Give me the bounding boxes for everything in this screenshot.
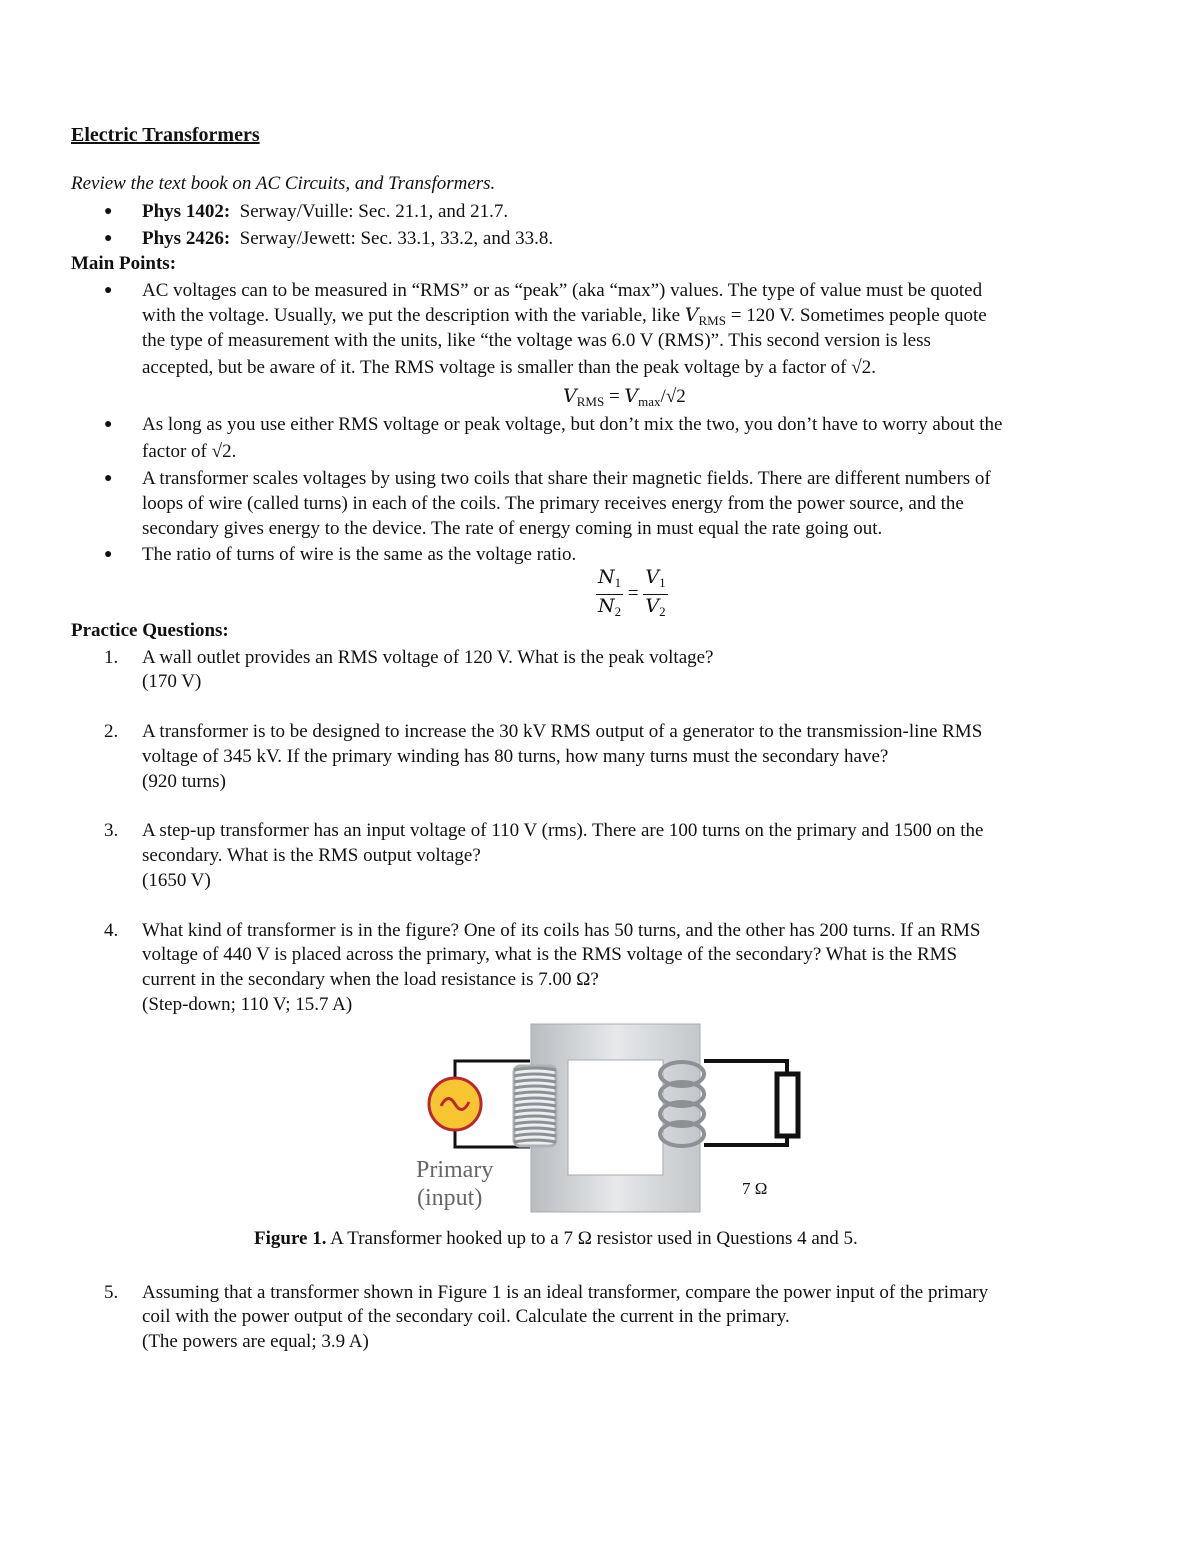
reference-item: Phys 1402: Serway/Vuille: Sec. 21.1, and 21.7. (142, 201, 509, 222)
main-point-3-line-1: A transformer scales voltages by using two coils that share their magnetic fields. There are different numbers of (142, 468, 991, 489)
answer-2: (920 turns) (142, 771, 226, 792)
answer-3: (1650 V) (142, 870, 211, 891)
primary-coil (514, 1066, 556, 1146)
question-4-line-3: current in the secondary when the load resistance is 7.00 Ω? (142, 969, 599, 990)
rms-equation: $V_{RMS} = V_{max}/√2$ (563, 385, 686, 409)
practice-heading: Practice Questions: (71, 620, 229, 641)
question-2-line-2: voltage of 345 kV. If the primary winding has 80 turns, how many turns must the secondary have? (142, 746, 889, 767)
answer-4: (Step-down; 110 V; 15.7 A) (142, 994, 353, 1015)
bullet: ● (104, 547, 113, 562)
primary-label: Primary (416, 1157, 494, 1183)
bullet: ● (104, 231, 113, 246)
main-point-2-line-2: factor of √2. (142, 441, 237, 462)
question-1: A wall outlet provides an RMS voltage of 120 V. What is the peak voltage? (142, 647, 714, 668)
question-number: 5. (104, 1282, 119, 1303)
main-point-1-line-4: accepted, but be aware of it. The RMS voltage is smaller than the peak voltage by a factor of √2. (142, 357, 876, 378)
question-2-line-1: A transformer is to be designed to increase the 30 kV RMS output of a generator to the transmission-line RMS (142, 721, 983, 742)
figure-caption: Figure 1. A Transformer hooked up to a 7 Ω resistor used in Questions 4 and 5. (254, 1228, 858, 1249)
main-point-2-line-1: As long as you use either RMS voltage or peak voltage, but don’t mix the two, you don’t have to worry about the (142, 414, 1003, 435)
main-point-4: The ratio of turns of wire is the same as the voltage ratio. (142, 544, 577, 565)
bullet: ● (104, 471, 113, 486)
review-note: Review the text book on AC Circuits, and Transformers. (71, 173, 496, 194)
page-title: Electric Transformers (71, 124, 260, 146)
question-number: 1. (104, 647, 119, 668)
bullet: ● (104, 417, 113, 432)
reference-item: Phys 2426: Serway/Jewett: Sec. 33.1, 33.2, and 33.8. (142, 228, 554, 249)
main-point-3-line-3: secondary gives energy to the device. The rate of energy coming in must equal the rate going out. (142, 518, 883, 539)
bullet: ● (104, 283, 113, 298)
question-3-line-2: secondary. What is the RMS output voltage? (142, 845, 481, 866)
resistor-icon (777, 1074, 798, 1136)
main-point-1-line-3: the type of measurement with the units, like “the voltage was 6.0 V (RMS)”. This second version is less (142, 330, 931, 351)
bullet: ● (104, 204, 113, 219)
answer-5: (The powers are equal; 3.9 A) (142, 1331, 369, 1352)
input-label: (input) (417, 1185, 483, 1211)
question-number: 3. (104, 820, 119, 841)
resistor-label: 7 Ω (742, 1179, 768, 1198)
main-points-heading: Main Points: (71, 253, 177, 274)
question-5-line-1: Assuming that a transformer shown in Figure 1 is an ideal transformer, compare the power input of the primary (142, 1282, 989, 1303)
question-4-line-2: voltage of 440 V is placed across the primary, what is the RMS voltage of the secondary? What is the RMS (142, 944, 958, 965)
question-4-line-1: What kind of transformer is in the figure? One of its coils has 50 turns, and the other has 200 turns. If an RMS (142, 920, 981, 941)
main-point-1-line-2: with the voltage. Usually, we put the description with the variable, like $V_{RMS} = 120$ V. Sometimes people quote (142, 304, 987, 328)
turns-ratio-equation: $\frac{N_1}{N_2}$ = $\frac{V_1}{V_2}$ (598, 566, 666, 619)
main-point-1-line-1: AC voltages can to be measured in “RMS” or as “peak” (aka “max”) values. The type of value must be quoted (142, 280, 983, 301)
main-point-3-line-2: loops of wire (called turns) in each of the coils. The primary receives energy from the power source, and the (142, 493, 964, 514)
question-5-line-2: coil with the power output of the secondary coil. Calculate the current in the primary. (142, 1306, 790, 1327)
question-number: 4. (104, 920, 119, 941)
answer-1: (170 V) (142, 671, 202, 692)
question-number: 2. (104, 721, 119, 742)
question-3-line-1: A step-up transformer has an input voltage of 110 V (rms). There are 100 turns on the primary and 1500 on the (142, 820, 984, 841)
